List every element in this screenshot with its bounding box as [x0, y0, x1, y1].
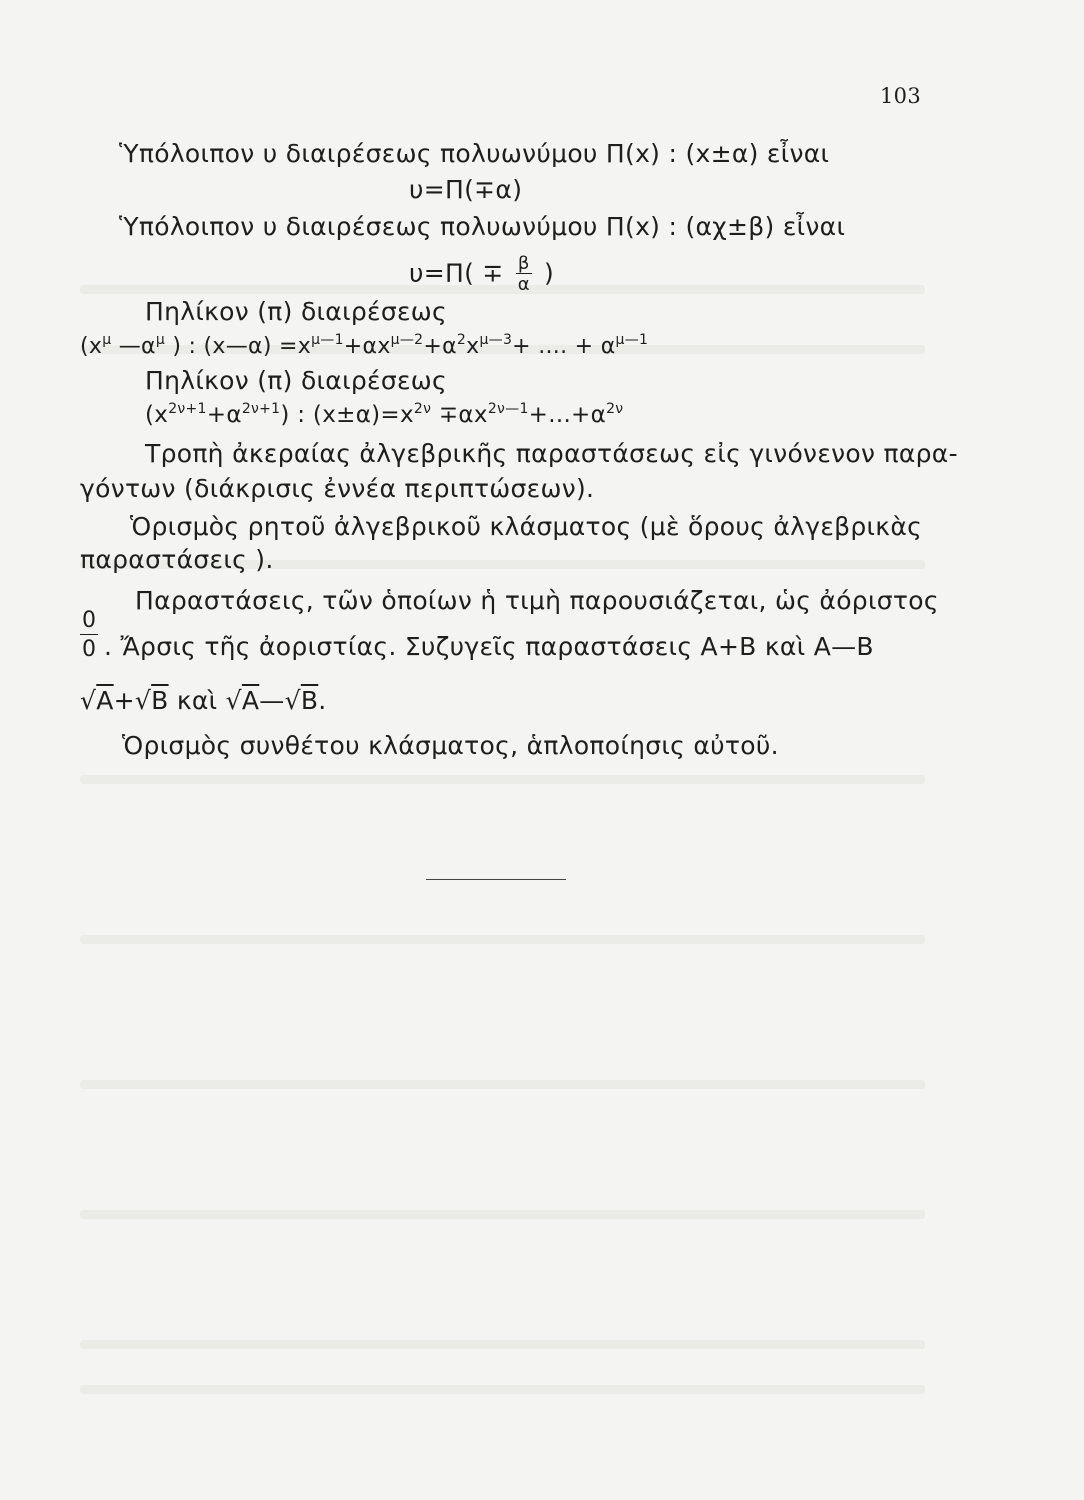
fraction-numerator: β: [517, 253, 530, 274]
text-line: Ὑπόλοιπον υ διαιρέσεως πολυωνύμου Π(x) : (αχ±β) εἶναι: [119, 212, 846, 241]
formula-text: +α: [423, 334, 457, 359]
exponent: μ: [155, 332, 166, 348]
formula-text: ): [543, 258, 555, 288]
formula-text: +...+α: [528, 402, 607, 428]
exponent: μ—2: [390, 332, 424, 348]
radicand: Β: [300, 686, 319, 715]
formula-text: υ=Π( ∓: [409, 258, 504, 288]
radical-sign: √: [134, 686, 152, 715]
radicand: Β: [151, 686, 169, 715]
formula-text: +α: [206, 402, 242, 428]
exponent: 2ν+1: [168, 401, 207, 417]
exponent: 2ν: [606, 401, 624, 417]
show-through: [80, 1210, 925, 1219]
text-line: . Ἄρσις τῆς ἀοριστίας. Συζυγεῖς παραστάσεις Α+Β καὶ Α—Β: [104, 632, 874, 661]
exponent: μ—1: [615, 332, 649, 348]
text-line: Πηλίκον (π) διαιρέσεως: [145, 366, 447, 395]
text-line: Τροπὴ ἀκεραίας ἀλγεβρικῆς παραστάσεως εἰς γινόνενον παρα-: [145, 439, 958, 468]
formula-line: [80, 686, 327, 715]
radical-sign: √: [284, 686, 301, 715]
formula-text: + .... + α: [512, 334, 616, 359]
page-number: 103: [880, 84, 921, 108]
text-line: παραστάσεις ).: [80, 545, 274, 574]
exponent: μ—3: [479, 332, 513, 348]
formula-line: [409, 255, 554, 294]
exponent: 2ν+1: [241, 401, 281, 417]
formula-text: καὶ: [168, 686, 226, 715]
exponent: μ—1: [311, 332, 344, 348]
exponent: 2ν: [413, 401, 432, 417]
exponent: 2ν—1: [487, 401, 529, 417]
show-through: [80, 935, 925, 944]
text-line: γόντων (διάκρισις ἐννέα περιπτώσεων).: [80, 474, 595, 503]
exponent: 2: [456, 332, 467, 348]
formula-text: +: [113, 686, 135, 715]
section-divider: [426, 879, 566, 880]
zero-over-zero-fraction: [80, 610, 98, 661]
show-through: [80, 775, 925, 784]
show-through: [80, 1385, 925, 1394]
text-line: Ὁρισμὸς συνθέτου κλάσματος, ἁπλοποίησις αὐτοῦ.: [122, 731, 779, 760]
text-line: Παραστάσεις, τῶν ὁποίων ἡ τιμὴ παρουσιάζεται, ὡς ἀόριστος: [135, 586, 939, 615]
show-through: [80, 1340, 925, 1349]
exponent: μ: [102, 332, 112, 348]
formula-text: ) : (x—α) =x: [165, 334, 312, 359]
formula-text: ∓αx: [431, 402, 488, 428]
radicand: Α: [96, 686, 114, 715]
formula-text: —α: [111, 334, 156, 359]
radicand: Α: [241, 686, 260, 715]
fraction-denominator: 0: [82, 637, 96, 662]
formula-text: (x: [80, 334, 103, 359]
formula-text: (x: [145, 402, 169, 428]
text-line: Ὁρισμὸς ρητοῦ ἀλγεβρικοῦ κλάσματος (μὲ ὅρους ἀλγεβρικὰς: [130, 512, 923, 541]
radical-sign: √: [225, 686, 242, 715]
formula-line: υ=Π(∓α): [409, 175, 523, 204]
formula-text: +αx: [343, 334, 391, 359]
text-line: Πηλίκον (π) διαιρέσεως: [145, 297, 447, 326]
formula-line: [80, 334, 648, 359]
fraction: [516, 255, 532, 294]
formula-text: x: [466, 334, 480, 359]
text-line: Ὑπόλοιπον υ διαιρέσεως πολυωνύμου Π(x) : (x±α) εἶναι: [119, 139, 830, 168]
radical-sign: √: [80, 686, 97, 715]
fraction-denominator: α: [517, 274, 530, 295]
formula-text: .: [318, 686, 327, 715]
fraction-numerator: 0: [82, 608, 96, 633]
formula-line: [145, 402, 623, 428]
formula-text: ) : (x±α)=x: [280, 402, 414, 428]
show-through: [80, 1080, 925, 1089]
formula-text: —: [259, 686, 285, 715]
